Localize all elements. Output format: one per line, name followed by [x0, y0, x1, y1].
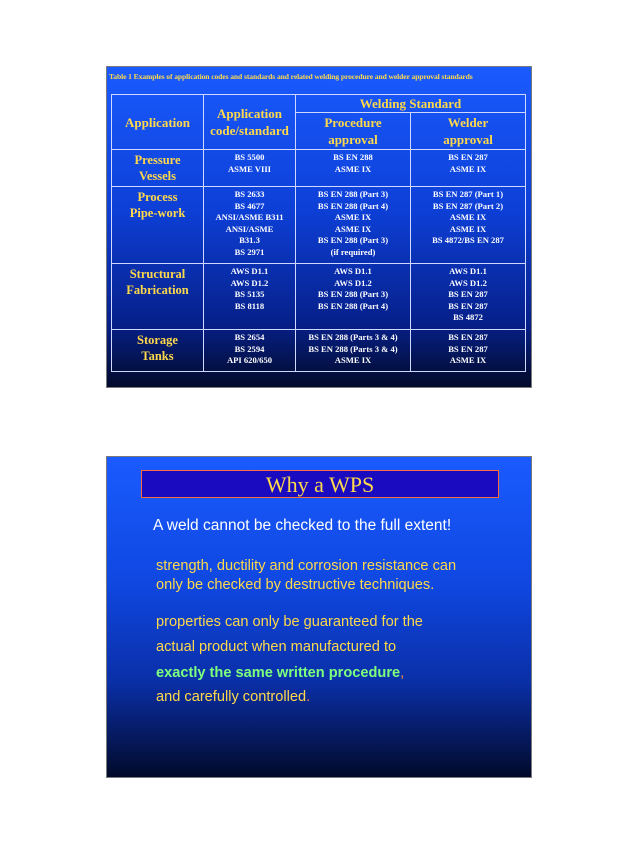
table-caption: Table 1 Examples of application codes and standards and related welding procedure and welder approval standards — [109, 72, 473, 81]
period: . — [306, 689, 311, 705]
cell-application: Pressure Vessels — [112, 150, 204, 187]
cell-code: BS 2654 BS 2594 API 620/650 — [204, 330, 296, 372]
paragraph-1-line-2: only be checked by destructive techniques. — [156, 577, 435, 593]
cell-welder: BS EN 287 ASME IX — [411, 150, 526, 187]
cell-procedure: BS EN 288 ASME IX — [296, 150, 411, 187]
header-welding-standard: Welding Standard — [296, 95, 526, 113]
paragraph-2-line-2: actual product when manufactured to — [156, 639, 397, 655]
cell-code: BS 2633 BS 4677 ANSI/ASME B311 ANSI/ASME B31.3 BS 2971 — [204, 187, 296, 264]
cell-welder: BS EN 287 BS EN 287 ASME IX — [411, 330, 526, 372]
slide-title: Why a WPS — [141, 470, 499, 498]
slide-application-codes-table — [106, 66, 532, 388]
application-standards-table — [111, 94, 526, 372]
cell-procedure: BS EN 288 (Part 3) BS EN 288 (Part 4) ASME IX ASME IX BS EN 288 (Part 3) (if required) — [296, 187, 411, 264]
line-text: and carefully controlled — [156, 689, 307, 705]
cell-application: Storage Tanks — [112, 330, 204, 372]
cell-welder: BS EN 287 (Part 1) BS EN 287 (Part 2) ASME IX ASME IX BS 4872/BS EN 287 — [411, 187, 526, 264]
cell-code: BS 5500 ASME VIII — [204, 150, 296, 187]
cell-procedure: AWS D1.1 AWS D1.2 BS EN 288 (Part 3) BS EN 288 (Part 4) — [296, 264, 411, 330]
table-row — [112, 330, 526, 372]
header-welder-approval: Welder approval — [411, 113, 526, 150]
comma: , — [400, 665, 405, 681]
paragraph-1-line-1: strength, ductility and corrosion resistance can — [156, 558, 457, 574]
paragraph-2-line-3 — [156, 665, 404, 681]
cell-application: Structural Fabrication — [112, 264, 204, 330]
cell-code: AWS D1.1 AWS D1.2 BS 5135 BS 8118 — [204, 264, 296, 330]
emphasis-text: exactly the same written procedure — [156, 665, 401, 681]
paragraph-2-line-1: properties can only be guaranteed for the — [156, 614, 423, 630]
table-row — [112, 150, 526, 187]
header-application: Application — [112, 95, 204, 150]
cell-welder: AWS D1.1 AWS D1.2 BS EN 287 BS EN 287 BS 4872 — [411, 264, 526, 330]
table-row — [112, 264, 526, 330]
cell-application: Process Pipe-work — [112, 187, 204, 264]
slide-why-a-wps — [106, 456, 532, 778]
cell-procedure: BS EN 288 (Parts 3 & 4) BS EN 288 (Parts 3 & 4) ASME IX — [296, 330, 411, 372]
header-procedure-approval: Procedure approval — [296, 113, 411, 150]
table-row — [112, 187, 526, 264]
header-application-code: Application code/standard — [204, 95, 296, 150]
main-statement: A weld cannot be checked to the full extent! — [153, 517, 452, 534]
paragraph-2-line-4 — [156, 689, 310, 705]
